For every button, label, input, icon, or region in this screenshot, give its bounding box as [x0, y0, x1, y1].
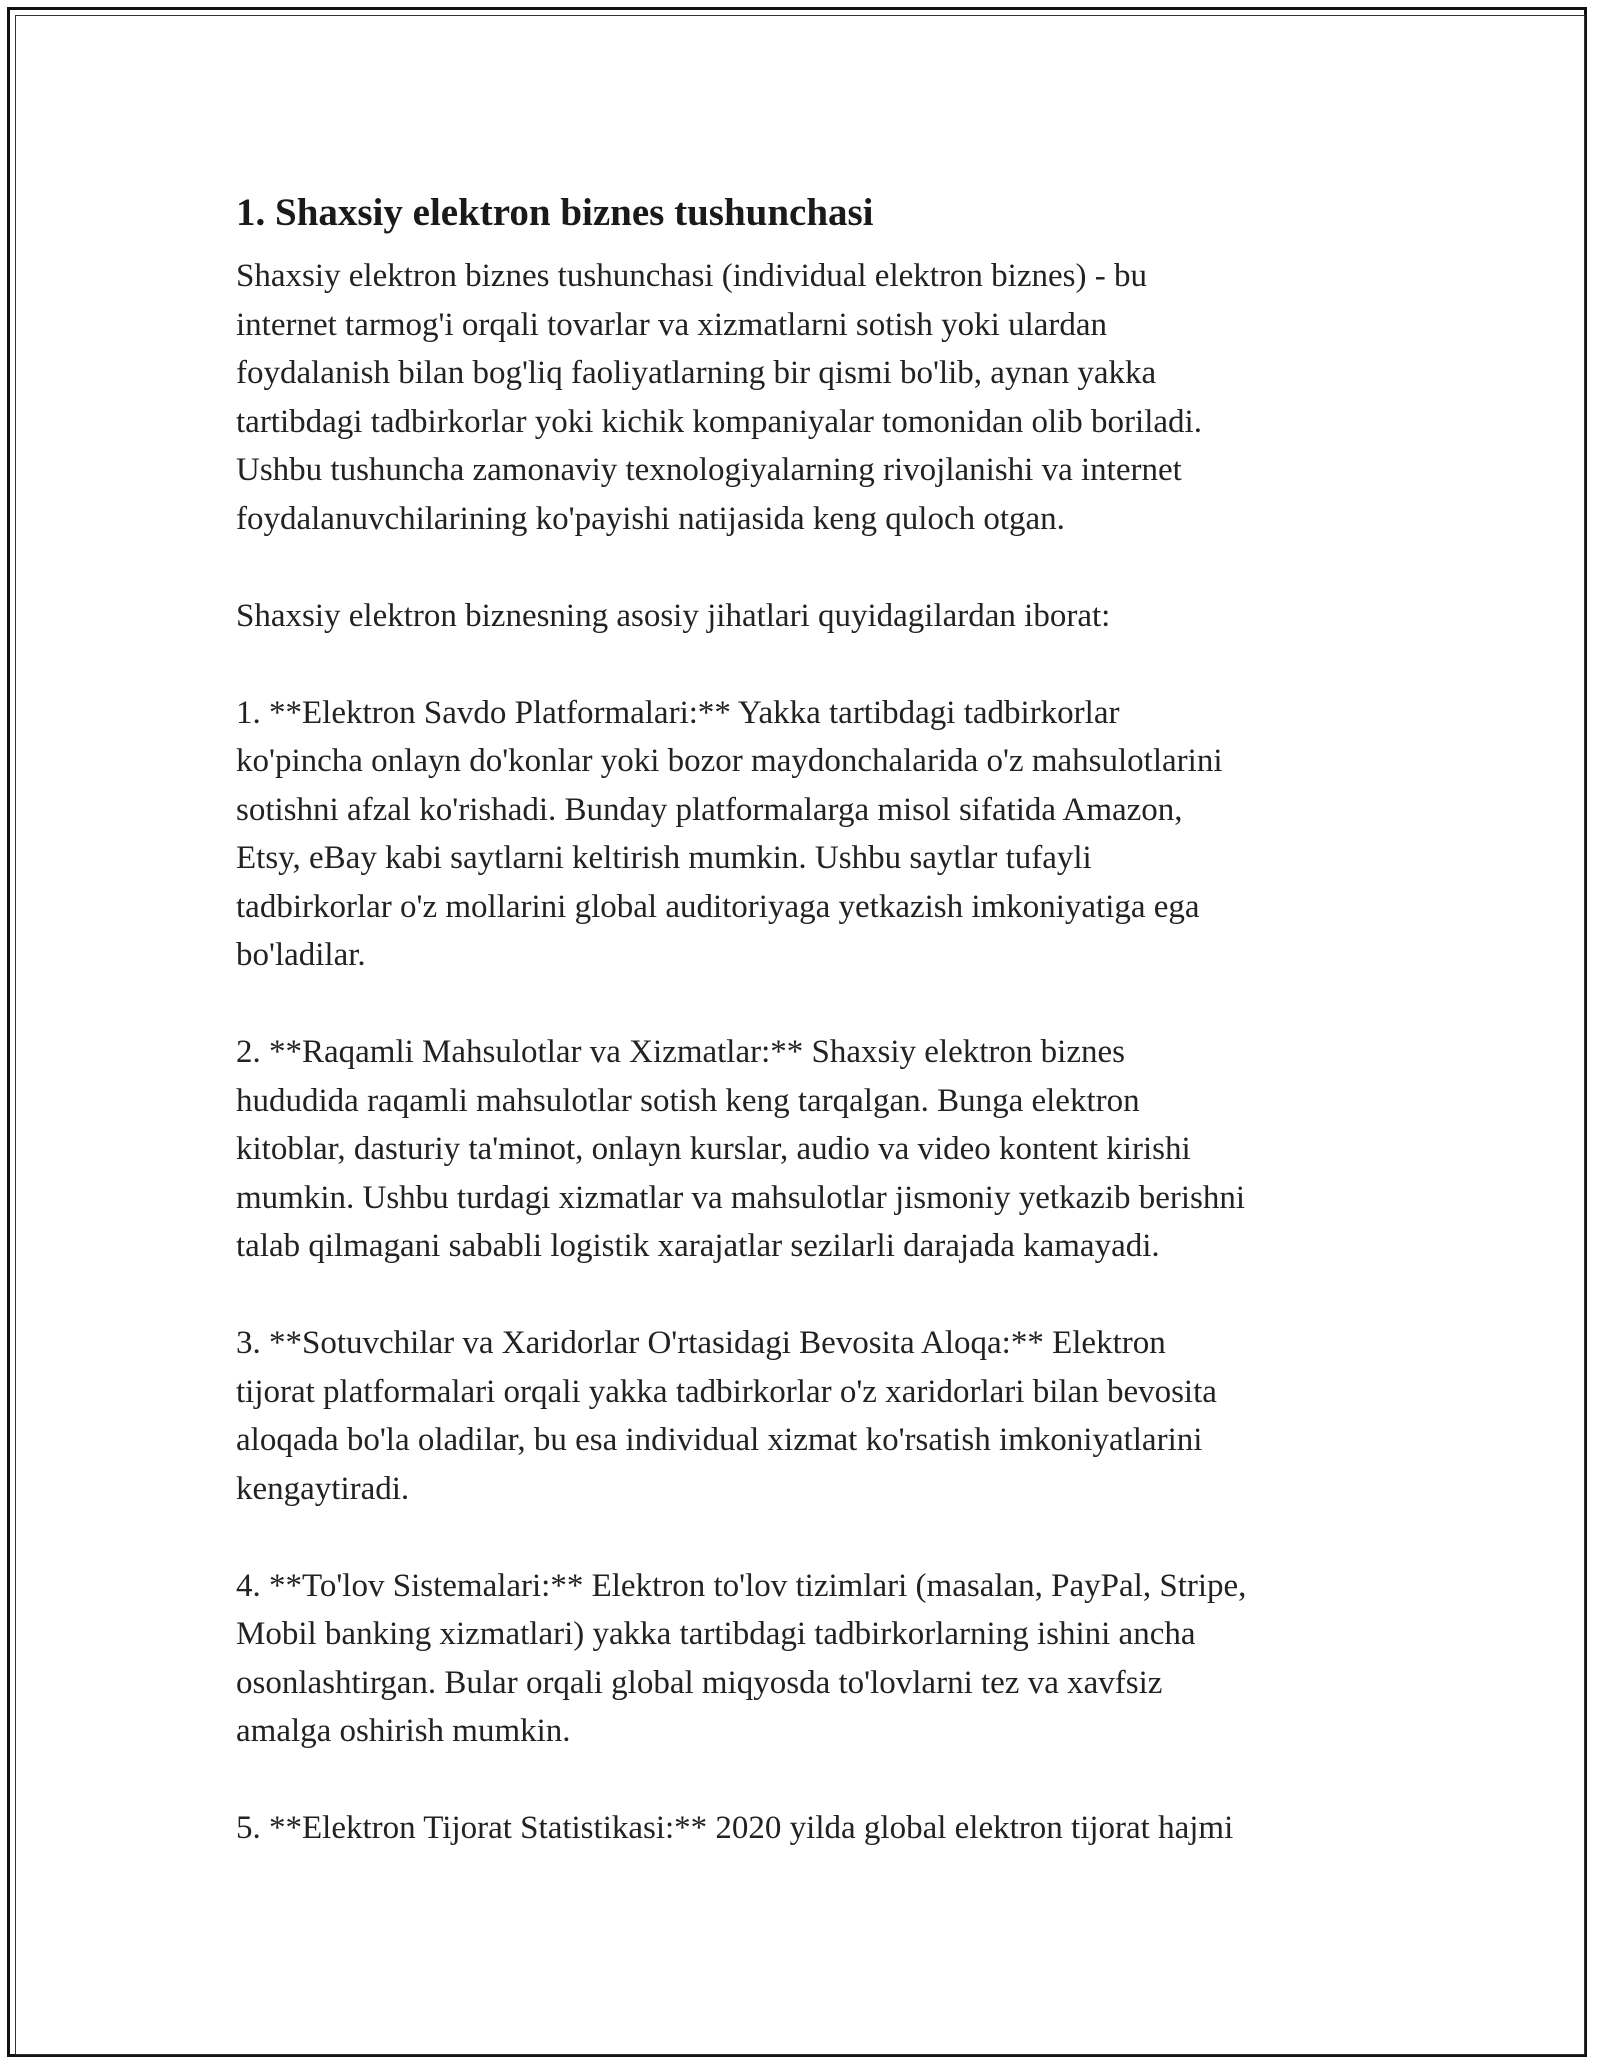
- list-item-1-paragraph: [236, 689, 1376, 980]
- section-heading: 1. Shaxsiy elektron biznes tushunchasi: [236, 191, 874, 234]
- text-line: bo'ladilar.: [236, 937, 366, 973]
- text-line: amalga oshirish mumkin.: [236, 1713, 571, 1749]
- text-line: 1. **Elektron Savdo Platformalari:** Yakka tartibdagi tadbirkorlar: [236, 694, 1120, 731]
- list-item-2-paragraph: [236, 1028, 1376, 1271]
- text-line: tadbirkorlar o'z mollarini global auditoriyaga yetkazish imkoniyatiga ega: [236, 888, 1200, 925]
- document-body: [236, 188, 1376, 1901]
- text-line: Mobil banking xizmatlari) yakka tartibdagi tadbirkorlarning ishini ancha: [236, 1616, 1196, 1652]
- text-line: tijorat platformalari orqali yakka tadbirkorlar o'z xaridorlari bilan bevosita: [236, 1373, 1217, 1410]
- text-line: kengaytiradi.: [236, 1470, 410, 1507]
- text-line: 2. **Raqamli Mahsulotlar va Xizmatlar:** Shaxsiy elektron biznes: [236, 1034, 1125, 1070]
- text-line: 3. **Sotuvchilar va Xaridorlar O'rtasidagi Bevosita Aloqa:** Elektron: [236, 1325, 1166, 1361]
- text-line: aloqada bo'la oladilar, bu esa individual xizmat ko'rsatish imkoniyatlarini: [236, 1422, 1203, 1458]
- text-line: Ushbu tushuncha zamonaviy texnologiyalarning rivojlanishi va internet: [236, 452, 1182, 488]
- text-line: osonlashtirgan. Bular orqali global miqyosda to'lovlarni tez va xavfsiz: [236, 1664, 1163, 1701]
- text-line: 5. **Elektron Tijorat Statistikasi:** 2020 yilda global elektron tijorat hajmi: [236, 1810, 1234, 1846]
- text-line: Etsy, eBay kabi saytlarni keltirish mumkin. Ushbu saytlar tufayli: [236, 840, 1092, 876]
- text-line: foydalanuvchilarining ko'payishi natijasida keng quloch otgan.: [236, 500, 1065, 537]
- text-line: internet tarmog'i orqali tovarlar va xizmatlarni sotish yoki ulardan: [236, 306, 1108, 343]
- intro-paragraph: [236, 252, 1376, 543]
- text-line: sotishni afzal ko'rishadi. Bunday platformalarga misol sifatida Amazon,: [236, 791, 1183, 828]
- text-line: Shaxsiy elektron biznes tushunchasi (individual elektron biznes) - bu: [236, 258, 1147, 294]
- text-line: kitoblar, dasturiy ta'minot, onlayn kurslar, audio va video kontent kirishi: [236, 1131, 1191, 1167]
- aspects-intro-paragraph: [236, 592, 1376, 641]
- text-line: mumkin. Ushbu turdagi xizmatlar va mahsulotlar jismoniy yetkazib berishni: [236, 1179, 1246, 1216]
- text-line: tartibdagi tadbirkorlar yoki kichik kompaniyalar tomonidan olib boriladi.: [236, 403, 1202, 440]
- text-line: Shaxsiy elektron biznesning asosiy jihatlari quyidagilardan iborat:: [236, 597, 1111, 634]
- list-item-5-paragraph: [236, 1804, 1376, 1853]
- text-line: 4. **To'lov Sistemalari:** Elektron to'lov tizimlari (masalan, PayPal, Stripe,: [236, 1567, 1247, 1604]
- text-line: hududida raqamli mahsulotlar sotish keng tarqalgan. Bunga elektron: [236, 1082, 1140, 1119]
- text-line: foydalanish bilan bog'liq faoliyatlarning bir qismi bo'lib, aynan yakka: [236, 355, 1157, 391]
- text-line: talab qilmagani sababli logistik xarajatlar sezilarli darajada kamayadi.: [236, 1228, 1160, 1264]
- list-item-3-paragraph: [236, 1319, 1376, 1513]
- text-line: ko'pincha onlayn do'konlar yoki bozor maydonchalarida o'z mahsulotlarini: [236, 743, 1223, 779]
- list-item-4-paragraph: [236, 1562, 1376, 1756]
